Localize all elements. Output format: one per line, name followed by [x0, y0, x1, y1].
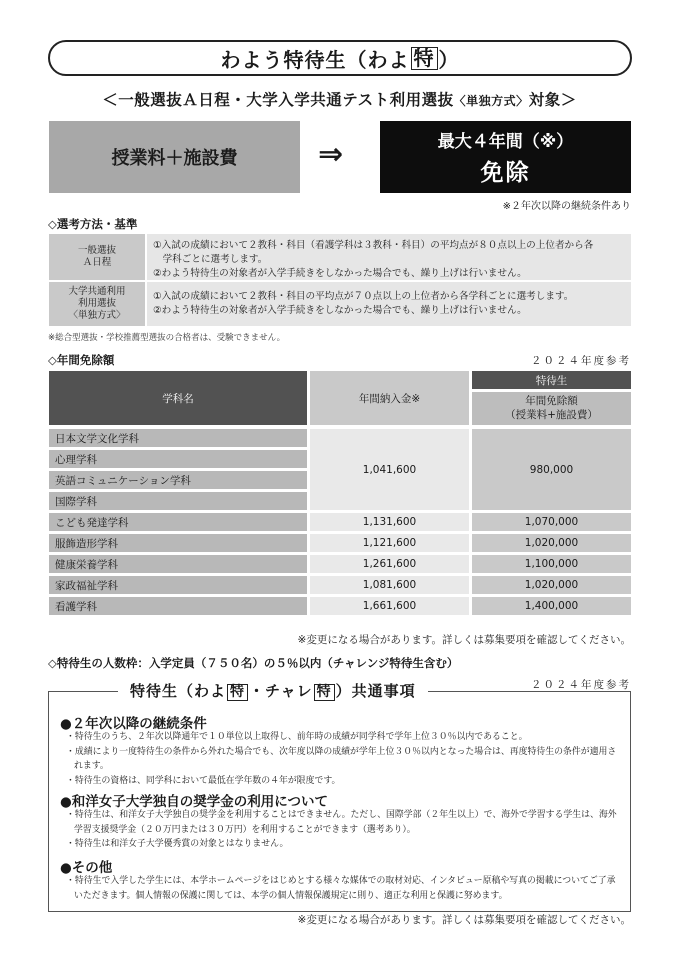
quota-line: ◇特待生の人数枠：入学定員（７５０名）の５％以内（チャレンジ特待生含む）: [48, 656, 459, 670]
col-header-special: 特待生: [469, 371, 631, 392]
list-item: ・特待生で入学した学生には、本学ホームページをはじめとする様々な媒体での取材対応、インタビュー原稿や写真の掲載についてご了承いただきます。個人情報の保護に関しては、本学の個人情報保護規定に則り、適正な利用と保護に努めます。: [66, 876, 616, 901]
dept-name: 健康栄養学科: [49, 555, 307, 576]
fees-heading: ◇年間免除額: [48, 353, 115, 367]
selection-label: [49, 234, 145, 280]
exempt-value: 1,400,000: [469, 597, 631, 618]
list-item: ・特待生は、和洋女子大学独自の奨学金を利用することはできません。ただし、国際学部（２年生以上）で、海外で学習する学生は、海外学習支援奨学金（２０万円または３０万円）を利用することができます（選考あり）。: [66, 810, 617, 835]
subtitle-small: 〈単独方式〉: [453, 94, 529, 108]
table-row: [49, 597, 631, 618]
fees-reference-year: ２０２４年度参考: [531, 355, 631, 367]
exempt-value: 1,100,000: [469, 555, 631, 576]
payment-value: 1,131,600: [307, 513, 469, 534]
title-text: わよう特待生（わよ: [220, 47, 410, 72]
dept-name: 服飾造形学科: [49, 534, 307, 555]
table-row: [49, 513, 631, 534]
common-title-part: ）共通事項: [335, 682, 416, 700]
benefit-result-line2: 免除: [480, 160, 531, 186]
selection-criteria: [147, 234, 631, 280]
col-header-dept: 学科名: [49, 371, 307, 429]
payment-value: 1,041,600: [307, 429, 469, 513]
table-row: [49, 534, 631, 555]
common-title-boxed-char: 特: [227, 684, 248, 701]
subtitle-close: 対象＞: [528, 91, 577, 109]
col-header-exempt-line1: 年間免除額: [525, 394, 578, 407]
dept-name: 英語コミュニケーション学科: [49, 471, 307, 492]
fee-table: [49, 371, 631, 618]
section-heading: ●和洋女子大学独自の奨学金の利用について: [60, 794, 329, 810]
selection-footnote: ※総合型選抜・学校推薦型選抜の合格者は、受験できません。: [48, 333, 286, 343]
criteria-line: ②わよう特待生の対象者が入学手続きをしなかった場合でも、繰り上げは行いません。: [153, 267, 527, 279]
table-row: [49, 429, 631, 450]
exempt-value: 1,070,000: [469, 513, 631, 534]
common-note: ※変更になる場合があります。詳しくは募集要項を確認してください。: [297, 914, 631, 926]
benefit-result-box: [380, 121, 631, 193]
common-title-part: 特待生（わよ: [130, 682, 227, 700]
selection-label: [49, 282, 145, 326]
table-row: [49, 555, 631, 576]
exempt-value: 1,020,000: [469, 576, 631, 597]
dept-name: 家政福祉学科: [49, 576, 307, 597]
title-close: ）: [438, 47, 460, 72]
selection-label-line: 大学共通利用: [68, 286, 126, 298]
benefit-note: ※２年次以降の継続条件あり: [502, 201, 631, 212]
subtitle-open: ＜一般選抜Ａ日程・大学入学共通テスト利用選抜: [102, 91, 454, 109]
section-body: [66, 874, 621, 903]
list-item: ・成績により一度特待生の条件から外れた場合でも、次年度以降の成績が学年上位３０％以内となった場合は、再度特待生の条件が適用されます。: [66, 746, 617, 772]
selection-criteria: [147, 282, 631, 326]
dept-name: 国際学科: [49, 492, 307, 513]
common-title-boxed-char: 特: [314, 684, 335, 701]
selection-label-line: 一般選抜: [77, 245, 116, 257]
section-body: [66, 808, 621, 852]
payment-value: 1,261,600: [307, 555, 469, 576]
selection-label-line: Ａ日程: [82, 257, 112, 268]
exempt-value: 980,000: [469, 429, 631, 513]
col-header-exempt-line2: （授業料+施設費）: [505, 408, 598, 421]
title-boxed-char: 特: [411, 47, 438, 70]
selection-heading: ◇選考方法・基準: [48, 217, 138, 231]
page-title: [48, 40, 632, 76]
benefit-result-line1: 最大４年間（※）: [437, 132, 574, 152]
right-arrow-icon: ⇒: [318, 137, 344, 172]
list-item: ・特待生は和洋女子大学優秀賞の対象とはなりません。: [66, 839, 289, 850]
benefit-source-box: [49, 121, 300, 193]
selection-row: [49, 282, 631, 326]
benefit-left-text: 授業料＋施設費: [111, 148, 238, 169]
criteria-line: ①入試の成績において２教科・科目（看護学科は３教科・科目）の平均点が８０点以上の上位者から各: [153, 240, 594, 251]
dept-name: 日本文学文化学科: [49, 429, 307, 450]
criteria-line: ①入試の成績において２教科・科目の平均点が７０点以上の上位者から各学科ごとに選考します。: [153, 291, 574, 302]
section-heading: ●２年次以降の継続条件: [60, 716, 207, 732]
payment-value: 1,661,600: [307, 597, 469, 618]
section-heading: ●その他: [60, 860, 113, 876]
selection-label-line: 利用選抜: [77, 298, 116, 310]
common-title-part: ・チャレ: [249, 682, 313, 700]
fees-note: ※変更になる場合があります。詳しくは募集要項を確認してください。: [297, 634, 631, 646]
criteria-line: 学科ごとに選考します。: [153, 253, 268, 265]
common-reference-year: ２０２４年度参考: [531, 679, 631, 691]
payment-value: 1,121,600: [307, 534, 469, 555]
selection-label-line: 〈単独方式〉: [68, 309, 126, 321]
dept-name: こども発達学科: [49, 513, 307, 534]
list-item: ・特待生のうち、２年次以降通年で１０単位以上取得し、前年時の成績が同学科で学年上位３０％以内であること。: [66, 732, 528, 742]
col-header-exempt: [469, 392, 631, 429]
list-item: ・特待生の資格は、同学科において最低在学年数の４年が限度です。: [66, 776, 341, 787]
col-header-payment: 年間納入金※: [307, 371, 469, 429]
selection-table: [49, 234, 631, 328]
exempt-value: 1,020,000: [469, 534, 631, 555]
dept-name: 看護学科: [49, 597, 307, 618]
section-body: [66, 730, 621, 789]
payment-value: 1,081,600: [307, 576, 469, 597]
criteria-line: ②わよう特待生の対象者が入学手続きをしなかった場合でも、繰り上げは行いません。: [153, 304, 527, 316]
common-section-title: [118, 680, 428, 701]
table-row: [49, 576, 631, 597]
selection-row: [49, 234, 631, 280]
subtitle: [0, 88, 679, 110]
dept-name: 心理学科: [49, 450, 307, 471]
